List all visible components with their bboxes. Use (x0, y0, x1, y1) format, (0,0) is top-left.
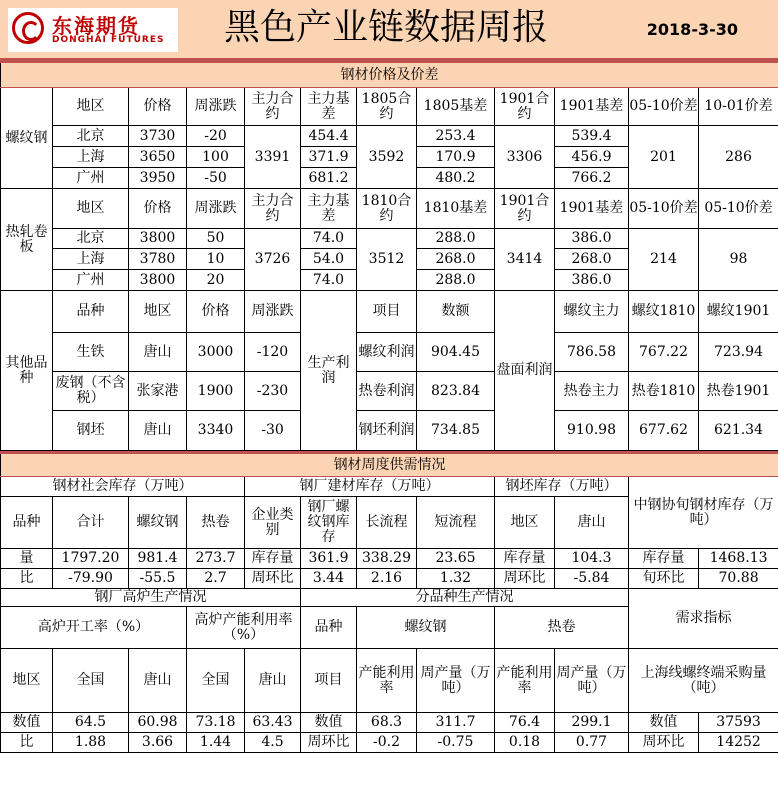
col-header: 品种 (1, 497, 53, 549)
table-cell: 4.5 (245, 733, 301, 753)
table-cell: 比 (1, 733, 53, 753)
table-cell: 823.84 (417, 372, 495, 411)
table-cell: 热卷主力 (555, 372, 629, 411)
col-header: 1901合约 (495, 88, 555, 126)
table-cell: 3000 (187, 333, 245, 372)
col-header: 项目 (357, 291, 417, 333)
bf-production-title: 钢厂高炉生产情况 (1, 589, 301, 607)
table-cell: 299.1 (555, 713, 629, 733)
col-header: 全国 (187, 649, 245, 713)
table-cell: -50 (187, 168, 245, 189)
table-cell: 3391 (245, 126, 301, 189)
col-header: 企业类别 (245, 497, 301, 549)
table-cell: 3800 (129, 229, 187, 249)
col-header: 1901基差 (555, 88, 629, 126)
col-header: 螺纹主力 (555, 291, 629, 333)
logo-cn: 东海期货 (52, 14, 140, 38)
disk-profit-label: 盘面利润 (495, 291, 555, 451)
table-cell: 76.4 (495, 713, 555, 733)
table-cell: 3340 (187, 411, 245, 451)
col-header: 周涨跌 (187, 189, 245, 229)
table-cell: 北京 (53, 229, 129, 249)
table-cell: -55.5 (129, 569, 187, 589)
table-cell: 3306 (495, 126, 555, 189)
table-cell: 37593 (699, 713, 778, 733)
social-inventory-title: 钢材社会库存（万吨） (1, 477, 245, 497)
logo-en: DONGHAI FUTURES (52, 35, 165, 45)
table-cell: 3726 (245, 229, 301, 291)
table-cell: 3800 (129, 270, 187, 291)
table-cell: 63.43 (245, 713, 301, 733)
table-cell: 74.0 (301, 229, 357, 249)
table-cell: 热卷1810 (629, 372, 699, 411)
table-cell: 唐山 (129, 333, 187, 372)
table-cell: 311.7 (417, 713, 495, 733)
report-title: 黑色产业链数据周报 (224, 7, 549, 48)
table-cell: 539.4 (555, 126, 629, 147)
col-header: 1901基差 (555, 189, 629, 229)
col-header: 价格 (129, 189, 187, 229)
col-header: 地区 (129, 291, 187, 333)
table-cell: 上海 (53, 249, 129, 270)
table-cell: 3730 (129, 126, 187, 147)
table-cell: 74.0 (301, 270, 357, 291)
bf-rate-header: 高炉开工率（%） (1, 607, 187, 649)
table-cell: 周环比 (301, 733, 357, 753)
table-cell: 3512 (357, 229, 417, 291)
table-cell: 268.0 (417, 249, 495, 270)
table-cell: 1468.13 (699, 549, 778, 569)
table-cell: 268.0 (555, 249, 629, 270)
col-header: 周产量（万吨） (555, 649, 629, 713)
table-cell: 286 (699, 126, 778, 189)
table-cell: -79.90 (53, 569, 129, 589)
col-header: 钢厂螺纹钢库存 (301, 497, 357, 549)
table-cell: 1.32 (417, 569, 495, 589)
table-cell: 螺纹利润 (357, 333, 417, 372)
col-header: 全国 (53, 649, 129, 713)
col-header: 长流程 (357, 497, 417, 549)
table-cell: 68.3 (357, 713, 417, 733)
table-cell: 54.0 (301, 249, 357, 270)
col-header: 1805合约 (357, 88, 417, 126)
table-cell: 170.9 (417, 147, 495, 168)
table-cell: 数值 (1, 713, 53, 733)
table-cell: 64.5 (53, 713, 129, 733)
table-cell: 386.0 (555, 270, 629, 291)
table-cell: -120 (245, 333, 301, 372)
price-table (0, 60, 778, 451)
profit-label: 生产利润 (301, 291, 357, 451)
table-cell: 钢坯 (53, 411, 129, 451)
table-cell: 456.9 (555, 147, 629, 168)
table-cell: 2.7 (187, 569, 245, 589)
table-cell: 60.98 (129, 713, 187, 733)
demand-title: 需求指标 (629, 589, 778, 649)
section-title-supply: 钢材周度供需情况 (1, 453, 778, 477)
hrc-label: 热轧卷板 (1, 189, 53, 291)
report-header (0, 0, 778, 60)
table-cell: 981.4 (129, 549, 187, 569)
table-cell: 786.58 (555, 333, 629, 372)
table-cell: 周环比 (245, 569, 301, 589)
table-cell: 1.44 (187, 733, 245, 753)
table-cell: 288.0 (417, 229, 495, 249)
col-header: 数额 (417, 291, 495, 333)
table-cell: 766.2 (555, 168, 629, 189)
report-date: 2018-3-30 (646, 20, 738, 39)
mill-inventory-title: 钢厂建材库存（万吨） (245, 477, 495, 497)
col-header: 1810基差 (417, 189, 495, 229)
table-cell: 3.66 (129, 733, 187, 753)
table-cell: 3950 (129, 168, 187, 189)
col-header: 短流程 (417, 497, 495, 549)
table-cell: 723.94 (699, 333, 778, 372)
table-cell: 库存量 (495, 549, 555, 569)
table-cell: 0.18 (495, 733, 555, 753)
col-header: 05-10价差 (699, 189, 778, 229)
table-cell: 比 (1, 569, 53, 589)
hrc-header: 热卷 (495, 607, 629, 649)
table-cell: 480.2 (417, 168, 495, 189)
table-cell: 1900 (187, 372, 245, 411)
col-header: 热卷 (187, 497, 245, 549)
table-cell: 广州 (53, 270, 129, 291)
table-cell: 621.34 (699, 411, 778, 451)
col-header: 地区 (53, 189, 129, 229)
table-cell: 677.62 (629, 411, 699, 451)
section-title-prices: 钢材价格及价差 (1, 62, 778, 88)
col-header: 05-10价差 (629, 189, 699, 229)
col-header: 地区 (53, 88, 129, 126)
table-cell: 100 (187, 147, 245, 168)
col-header: 地区 (495, 497, 555, 549)
col-header: 周涨跌 (187, 88, 245, 126)
table-cell: 338.29 (357, 549, 417, 569)
rebar-label: 螺纹钢 (1, 88, 53, 189)
table-cell: 70.88 (699, 569, 778, 589)
table-cell: 98 (699, 229, 778, 291)
table-cell: 904.45 (417, 333, 495, 372)
table-cell: 上海 (53, 147, 129, 168)
table-cell: 张家港 (129, 372, 187, 411)
table-cell: 唐山 (129, 411, 187, 451)
table-cell: 数值 (629, 713, 699, 733)
table-cell: 钢坯利润 (357, 411, 417, 451)
table-cell: 库存量 (245, 549, 301, 569)
table-cell: 767.22 (629, 333, 699, 372)
table-cell: 废钢（不含税） (53, 372, 129, 411)
bf-util-header: 高炉产能利用率（%） (187, 607, 301, 649)
dragon-logo-icon (12, 12, 44, 44)
col-header: 唐山 (129, 649, 187, 713)
col-header: 地区 (1, 649, 53, 713)
table-cell: 热卷利润 (357, 372, 417, 411)
col-header: 合计 (53, 497, 129, 549)
col-header: 螺纹1810 (629, 291, 699, 333)
col-header: 螺纹1901 (699, 291, 778, 333)
table-cell: 库存量 (629, 549, 699, 569)
table-cell: 288.0 (417, 270, 495, 291)
table-cell: 910.98 (555, 411, 629, 451)
table-cell: 214 (629, 229, 699, 291)
rebar-header: 螺纹钢 (357, 607, 495, 649)
table-cell: 北京 (53, 126, 129, 147)
table-cell: 热卷1901 (699, 372, 778, 411)
table-cell: 3414 (495, 229, 555, 291)
col-header: 1901合约 (495, 189, 555, 229)
table-cell: 104.3 (555, 549, 629, 569)
col-header: 唐山 (555, 497, 629, 549)
table-cell: 201 (629, 126, 699, 189)
table-cell: 旬环比 (629, 569, 699, 589)
table-cell: 454.4 (301, 126, 357, 147)
col-header: 主力合约 (245, 88, 301, 126)
col-header: 周涨跌 (245, 291, 301, 333)
table-cell: 生铁 (53, 333, 129, 372)
table-cell: 3650 (129, 147, 187, 168)
table-cell: 3.44 (301, 569, 357, 589)
col-header: 唐山 (245, 649, 301, 713)
billet-inventory-title: 钢坯库存（万吨） (495, 477, 629, 497)
col-header: 主力合约 (245, 189, 301, 229)
table-cell: 广州 (53, 168, 129, 189)
table-cell: -20 (187, 126, 245, 147)
table-cell: 3780 (129, 249, 187, 270)
table-cell: 20 (187, 270, 245, 291)
table-cell: 14252 (699, 733, 778, 753)
table-cell: 1797.20 (53, 549, 129, 569)
col-header: 螺纹钢 (129, 497, 187, 549)
col-header: 主力基差 (301, 189, 357, 229)
table-cell: 10 (187, 249, 245, 270)
col-header: 上海线螺终端采购量（吨） (629, 649, 778, 713)
table-cell: 273.7 (187, 549, 245, 569)
col-header: 产能利用率 (357, 649, 417, 713)
other-label: 其他品种 (1, 291, 53, 451)
table-cell: -5.84 (555, 569, 629, 589)
table-cell: 681.2 (301, 168, 357, 189)
table-cell: -230 (245, 372, 301, 411)
col-header: 周产量（万吨） (417, 649, 495, 713)
company-logo (8, 8, 178, 52)
table-cell: 3592 (357, 126, 417, 189)
table-cell: 周环比 (629, 733, 699, 753)
table-cell: 23.65 (417, 549, 495, 569)
col-header: 10-01价差 (699, 88, 778, 126)
col-header: 产能利用率 (495, 649, 555, 713)
table-cell: -0.75 (417, 733, 495, 753)
table-cell: 361.9 (301, 549, 357, 569)
table-cell: 0.77 (555, 733, 629, 753)
table-cell: 1.88 (53, 733, 129, 753)
col-header: 主力基差 (301, 88, 357, 126)
csa-inventory-title: 中钢协旬钢材库存（万吨） (629, 477, 778, 549)
col-header: 价格 (129, 88, 187, 126)
variety-production-title: 分品种生产情况 (301, 589, 629, 607)
table-cell: 73.18 (187, 713, 245, 733)
col-header: 价格 (187, 291, 245, 333)
col-header: 1805基差 (417, 88, 495, 126)
col-header: 05-10价差 (629, 88, 699, 126)
supply-demand-table (0, 451, 778, 753)
table-cell: 386.0 (555, 229, 629, 249)
variety-header: 品种 (301, 607, 357, 649)
col-header: 项目 (301, 649, 357, 713)
table-cell: 数值 (301, 713, 357, 733)
table-cell: 周环比 (495, 569, 555, 589)
table-cell: 253.4 (417, 126, 495, 147)
col-header: 品种 (53, 291, 129, 333)
table-cell: 量 (1, 549, 53, 569)
table-cell: 2.16 (357, 569, 417, 589)
table-cell: 50 (187, 229, 245, 249)
table-cell: -0.2 (357, 733, 417, 753)
col-header: 1810合约 (357, 189, 417, 229)
table-cell: -30 (245, 411, 301, 451)
table-cell: 371.9 (301, 147, 357, 168)
table-cell: 734.85 (417, 411, 495, 451)
